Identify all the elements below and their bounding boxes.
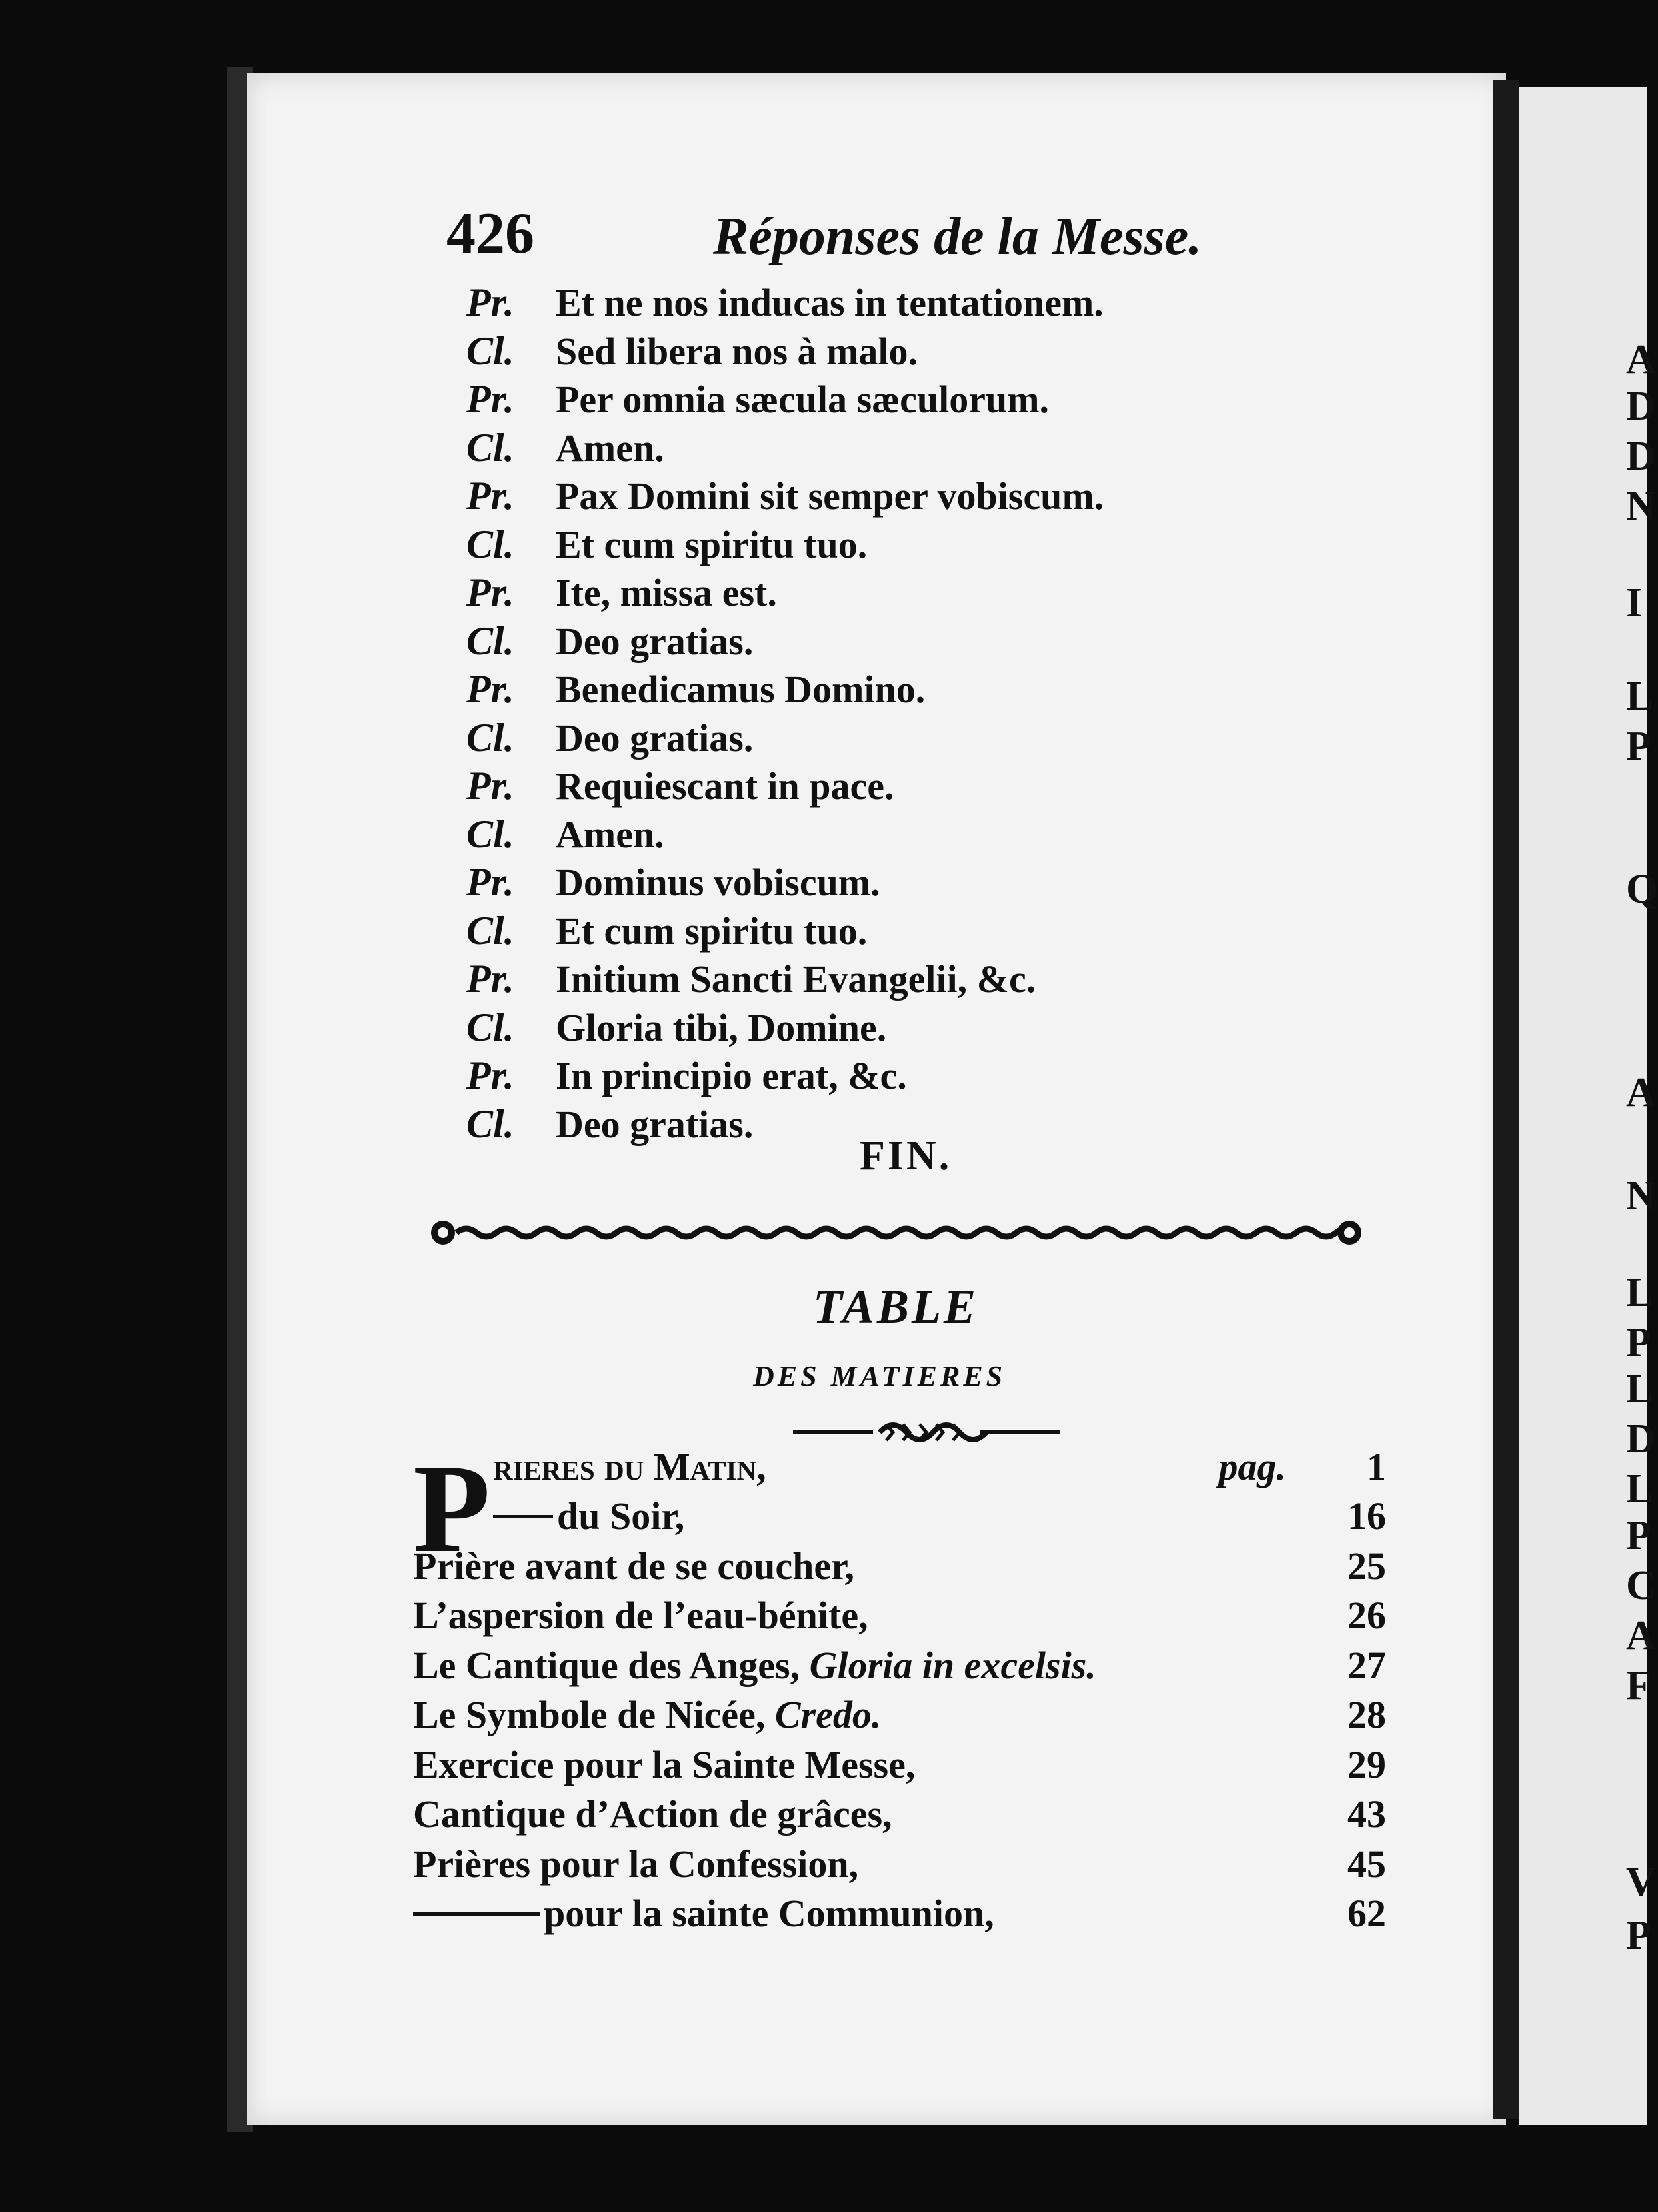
toc-entry <box>413 1446 1386 1496</box>
speaker-label: Cl. <box>466 425 514 470</box>
response-text: In principio erat, &c. <box>556 1054 907 1097</box>
facing-letter: V <box>1626 1860 1656 1905</box>
response-line <box>466 1053 1399 1101</box>
facing-letter: N <box>1626 484 1656 529</box>
response-text: Sed libera nos à malo. <box>556 329 918 373</box>
speaker-label: Pr. <box>466 474 514 518</box>
response-line <box>466 280 1399 328</box>
response-text: Gloria tibi, Domine. <box>556 1005 887 1049</box>
facing-letter: P <box>1626 724 1651 769</box>
response-line <box>466 570 1399 618</box>
response-text: Ite, missa est. <box>556 571 777 614</box>
toc-page-number: 26 <box>1347 1594 1386 1637</box>
toc-entry <box>413 1893 1386 1943</box>
speaker-label: Pr. <box>466 764 514 808</box>
speaker-label: Pr. <box>466 377 514 421</box>
response-text: Deo gratias. <box>556 619 754 663</box>
response-text: Deo gratias. <box>556 1102 754 1146</box>
toc-entry <box>413 1496 1386 1546</box>
toc-entry <box>413 1794 1386 1844</box>
table-of-contents <box>413 1439 1386 1942</box>
toc-entry <box>413 1744 1386 1794</box>
speaker-label: Pr. <box>466 860 514 904</box>
facing-letter: L <box>1626 674 1654 719</box>
toc-entry-text: du Soir, <box>557 1494 685 1538</box>
speaker-label: Pr. <box>466 1053 514 1097</box>
toc-entry-text: Prière avant de se coucher, <box>413 1544 855 1588</box>
wavy-rule-ornament <box>420 1203 1373 1263</box>
facing-letter: A <box>1626 1070 1656 1115</box>
speaker-label: Cl. <box>466 1005 514 1049</box>
facing-letter: P <box>1626 1320 1651 1365</box>
toc-entry-text: Le Cantique des Anges, <box>413 1643 800 1687</box>
speaker-label: Cl. <box>466 908 514 953</box>
toc-entry-text: Le Symbole de Nicée, <box>413 1693 766 1736</box>
toc-entry-text: L’aspersion de l’eau-bénite, <box>413 1594 868 1637</box>
speaker-label: Pr. <box>466 957 514 1001</box>
ditto-dash <box>493 1515 553 1518</box>
response-line <box>466 376 1399 425</box>
facing-letter: L <box>1626 1270 1654 1315</box>
response-text: Et ne nos inducas in tentationem. <box>556 281 1104 324</box>
response-line <box>466 522 1399 570</box>
end-label: FIN. <box>860 1133 952 1179</box>
facing-letter: L <box>1626 1466 1654 1512</box>
table-title: TABLE <box>813 1280 979 1333</box>
book-gutter <box>1493 80 1519 2119</box>
facing-letter: A <box>1626 337 1656 382</box>
toc-entry <box>413 1644 1386 1694</box>
facing-letter: P <box>1626 1913 1651 1958</box>
response-line <box>466 1005 1399 1053</box>
toc-entry <box>413 1545 1386 1595</box>
facing-letter: D <box>1626 434 1656 479</box>
toc-entry-text: Cantique d’Action de grâces, <box>413 1792 892 1836</box>
facing-letter: I <box>1626 580 1643 626</box>
response-line <box>466 473 1399 522</box>
speaker-label: Cl. <box>466 1101 514 1146</box>
facing-letter: Q <box>1626 867 1658 912</box>
toc-page-number: 43 <box>1347 1792 1386 1836</box>
response-line <box>466 328 1399 377</box>
response-line <box>466 715 1399 764</box>
response-line <box>466 425 1399 474</box>
toc-page-number: 29 <box>1347 1742 1386 1786</box>
facing-letter: D <box>1626 1416 1656 1462</box>
facing-letter: N <box>1626 1173 1656 1219</box>
response-text: Initium Sancti Evangelii, &c. <box>556 957 1036 1001</box>
speaker-label: Cl. <box>466 328 514 373</box>
speaker-label: Pr. <box>466 280 514 324</box>
toc-page-number: 16 <box>1347 1494 1386 1538</box>
facing-letter: C <box>1626 1563 1656 1608</box>
response-line <box>466 908 1399 957</box>
pag-label: pag. <box>1218 1444 1286 1488</box>
response-text: Requiescant in pace. <box>556 764 894 808</box>
response-text: Per omnia sæcula sæculorum. <box>556 378 1050 421</box>
speaker-label: Cl. <box>466 522 514 566</box>
response-text: Benedicamus Domino. <box>556 668 926 711</box>
toc-entry-text: rieres du Matin, <box>493 1444 766 1488</box>
facing-letter: D <box>1626 384 1656 429</box>
facing-letter: P <box>1626 1513 1651 1558</box>
response-line <box>466 763 1399 812</box>
response-text: Deo gratias. <box>556 716 754 760</box>
facing-letter: F <box>1626 1663 1651 1708</box>
speaker-label: Pr. <box>466 570 514 614</box>
toc-entry <box>413 1595 1386 1645</box>
facing-letter: L <box>1626 1367 1654 1412</box>
facing-letter: A <box>1626 1613 1656 1658</box>
response-text: Et cum spiritu tuo. <box>556 522 868 566</box>
speaker-label: Pr. <box>466 667 514 711</box>
toc-entry <box>413 1694 1386 1744</box>
speaker-label: Cl. <box>466 618 514 663</box>
response-text: Et cum spiritu tuo. <box>556 909 868 953</box>
speaker-label: Cl. <box>466 812 514 856</box>
toc-entry-italic: Credo. <box>774 1693 882 1736</box>
response-line <box>466 618 1399 667</box>
toc-entry-italic: Gloria in excelsis. <box>809 1643 1096 1687</box>
ditto-dash <box>413 1912 540 1916</box>
toc-entry-text: Exercice pour la Sainte Messe, <box>413 1742 916 1786</box>
toc-page-number: 27 <box>1347 1643 1386 1687</box>
page-number: 426 <box>446 201 534 266</box>
toc-page-number: 45 <box>1347 1842 1386 1886</box>
response-line <box>466 812 1399 860</box>
mass-responses <box>466 280 1399 1149</box>
response-text: Dominus vobiscum. <box>556 861 880 904</box>
table-subtitle: DES MATIERES <box>753 1360 1006 1392</box>
response-line <box>466 666 1399 715</box>
response-text: Pax Domini sit semper vobiscum. <box>556 474 1104 518</box>
toc-page-number: 28 <box>1347 1693 1386 1736</box>
speaker-label: Cl. <box>466 715 514 760</box>
response-text: Amen. <box>556 812 664 856</box>
toc-page-number: 25 <box>1347 1544 1386 1588</box>
toc-entry <box>413 1843 1386 1893</box>
response-line <box>466 859 1399 908</box>
drop-cap: P <box>413 1439 491 1579</box>
toc-entry-text: pour la sainte Communion, <box>544 1892 994 1935</box>
response-line <box>466 956 1399 1005</box>
running-title: Réponses de la Messe. <box>713 207 1202 266</box>
response-text: Amen. <box>556 426 664 470</box>
toc-entry-text: Prières pour la Confession, <box>413 1842 859 1886</box>
toc-page-number: 62 <box>1347 1892 1386 1935</box>
toc-page-number: 1 <box>1367 1444 1386 1488</box>
